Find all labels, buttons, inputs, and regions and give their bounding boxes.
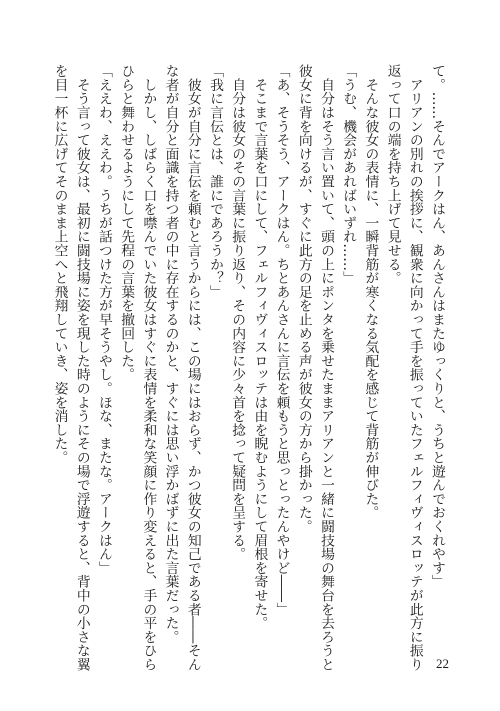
text-line: 「うむ、機会があればいずれ……」 <box>340 64 357 285</box>
text-line: しかし、しばらく口を噤んでいた彼女はすぐに表情を柔和な笑顔に作り変えると、手の平をひら <box>140 64 157 672</box>
text-line: 「あ、そうそう、アークはん。ちとあんさんに言伝を頼もうと思っとったんやけど――」 <box>273 64 290 616</box>
text-line: そんな彼女の表情に、一瞬背筋が寒くなる気配を感じて背筋が伸びた。 <box>362 64 379 520</box>
text-line: 「ええわ、ええわ。うちが話つけた方が早そうやし。ほな、またな。アークはん」 <box>95 64 112 575</box>
text-line: 自分はそう言い置いて、頭の上にポンタを乗せたままアリアンと一緒に闘技場の舞台を去ろうと <box>317 64 334 672</box>
text-line: そう言って彼女は、最初に闘技場に姿を現した時のようにその場で浮遊すると、背中の小さな翼 <box>73 64 90 672</box>
text-line: 彼女が自分に言伝を頼むと言うからには、この場にはおらず、かつ彼女の知己である者――そん <box>184 64 201 672</box>
text-line: 自分は彼女のその言葉に振り返り、その内容に少々首を捻って疑問を呈する。 <box>229 64 246 561</box>
text-line: て。……そんでアークはん、あんさんはまたゆっくりと、うちと遊んでおくれやす」 <box>429 64 445 589</box>
text-line: ひらと舞わせるようにして先程の言葉を撤回した。 <box>118 64 135 382</box>
text-line: 「我に言伝とは、誰にであろうか？」 <box>206 64 223 299</box>
text-line: な者が自分と面識を持つ者の中に存在するのかと、すぐには思い浮かばずに出た言葉だった。 <box>162 64 179 644</box>
text-line: 返って口の端を持ち上げて見せる。 <box>384 64 401 285</box>
text-line: そこまで言葉を口にして、フェルフィヴィスロッテは由を睨むようにして眉根を寄せた。 <box>251 64 268 630</box>
text-line: アリアンの別れの挨拶に、観衆に向かって手を振っていたフェルフィヴィスロッテが此方に振り <box>406 64 423 672</box>
text-line: を目一杯に広げてそのまま上空へと飛翔していき、姿を消した。 <box>51 64 68 465</box>
page-number: 22 <box>436 656 449 671</box>
text-line: 彼女に背を向けるが、すぐに此方の足を止める声が彼女の方から掛かった。 <box>295 64 312 534</box>
